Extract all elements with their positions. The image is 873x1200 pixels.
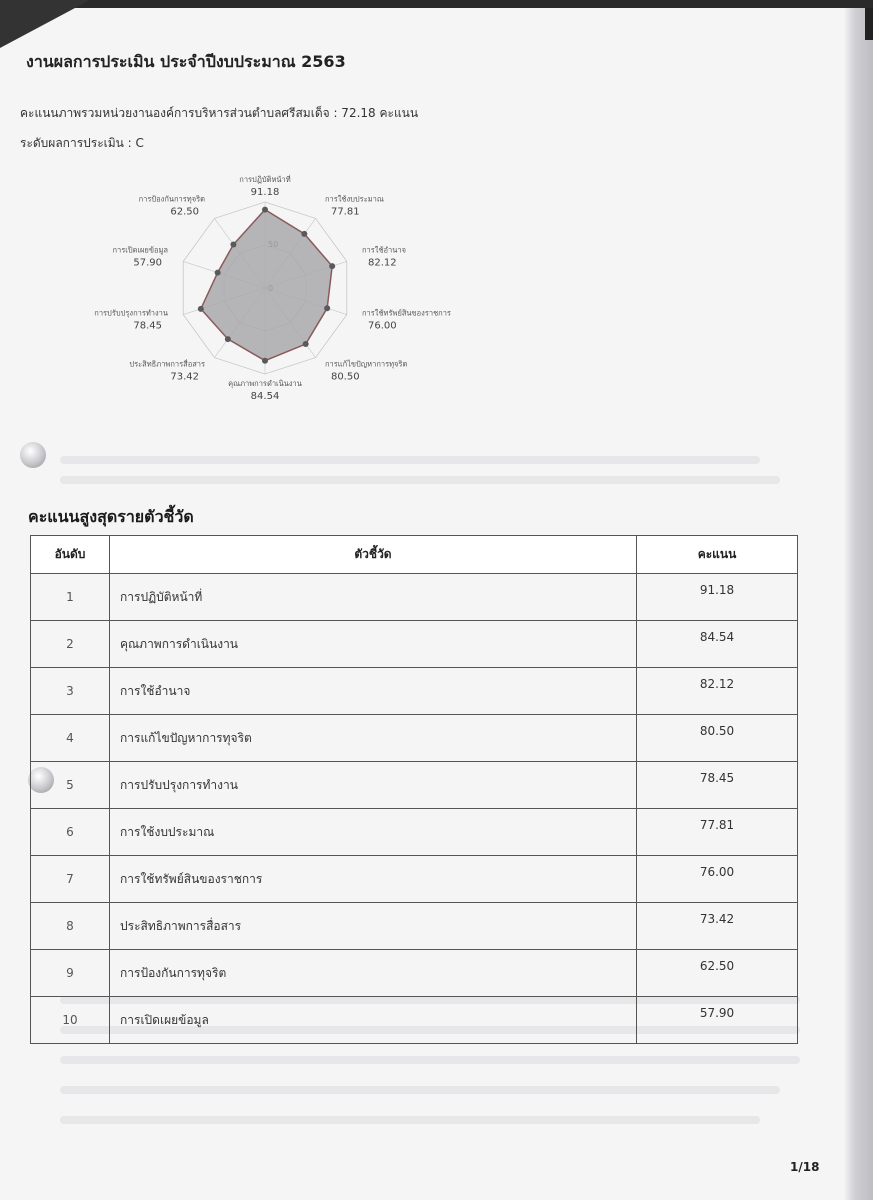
scan-top-shadow bbox=[0, 0, 873, 8]
score-cell: 73.42 bbox=[637, 903, 798, 950]
rank-cell: 8 bbox=[31, 903, 110, 950]
indicator-cell: การใช้อำนาจ bbox=[110, 668, 637, 715]
radar-axis-label: ประสิทธิภาพการสื่อสาร bbox=[129, 359, 206, 369]
indicator-cell: การแก้ไขปัญหาการทุจริต bbox=[110, 715, 637, 762]
indicator-cell: การปรับปรุงการทำงาน bbox=[110, 762, 637, 809]
ranking-table bbox=[30, 535, 798, 1044]
radar-axis-label: การปรับปรุงการทำงาน bbox=[94, 308, 168, 318]
radar-data-point bbox=[225, 336, 231, 342]
indicator-cell: การใช้งบประมาณ bbox=[110, 809, 637, 856]
indicator-cell: คุณภาพการดำเนินงาน bbox=[110, 621, 637, 668]
table-row bbox=[31, 950, 798, 997]
table-row bbox=[31, 903, 798, 950]
indicator-cell: การเปิดเผยข้อมูล bbox=[110, 997, 637, 1044]
radar-value-label: 62.50 bbox=[170, 206, 200, 218]
radar-axis-label: การแก้ไขปัญหาการทุจริต bbox=[324, 359, 408, 369]
score-cell: 77.81 bbox=[637, 809, 798, 856]
radar-data-point bbox=[301, 231, 307, 237]
table-row bbox=[31, 997, 798, 1044]
indicator-cell: การป้องกันการทุจริต bbox=[110, 950, 637, 997]
page-number: 1/18 bbox=[790, 1160, 820, 1174]
bleed-through-line bbox=[60, 1056, 800, 1064]
table-row bbox=[31, 668, 798, 715]
score-cell: 91.18 bbox=[637, 574, 798, 621]
radar-axis-label: การป้องกันการทุจริต bbox=[138, 194, 206, 204]
radar-data-point bbox=[324, 305, 330, 311]
rank-cell: 5 bbox=[31, 762, 110, 809]
indicator-cell: ประสิทธิภาพการสื่อสาร bbox=[110, 903, 637, 950]
rank-cell: 9 bbox=[31, 950, 110, 997]
table-row bbox=[31, 574, 798, 621]
table-row bbox=[31, 762, 798, 809]
section-title: คะแนนสูงสุดรายตัวชี้วัด bbox=[28, 507, 194, 526]
indicator-cell: การปฏิบัติหน้าที่ bbox=[110, 574, 637, 621]
report-title: งานผลการประเมิน ประจำปีงบประมาณ 2563 bbox=[26, 52, 346, 71]
radar-value-label: 80.50 bbox=[330, 371, 360, 383]
score-cell: 62.50 bbox=[637, 950, 798, 997]
radar-value-label: 84.54 bbox=[250, 391, 280, 402]
radar-data-point bbox=[215, 270, 221, 276]
bleed-through-line bbox=[60, 476, 780, 484]
bleed-through-line bbox=[60, 1116, 760, 1124]
radar-ring-label: 50 bbox=[268, 240, 279, 249]
rank-cell: 3 bbox=[31, 668, 110, 715]
radar-axis-label: การใช้งบประมาณ bbox=[324, 194, 384, 204]
table-row bbox=[31, 809, 798, 856]
radar-axis-label: คุณภาพการดำเนินงาน bbox=[228, 379, 302, 388]
rank-cell: 1 bbox=[31, 574, 110, 621]
rank-cell: 2 bbox=[31, 621, 110, 668]
radar-value-label: 57.90 bbox=[133, 257, 162, 269]
bleed-through-line bbox=[60, 1086, 780, 1094]
level-line: ระดับผลการประเมิน : C bbox=[20, 136, 144, 150]
radar-value-label: 82.12 bbox=[368, 257, 397, 269]
punch-hole bbox=[20, 442, 46, 468]
page-right-edge bbox=[843, 0, 873, 1200]
rank-cell: 10 bbox=[31, 997, 110, 1044]
folded-corner bbox=[0, 0, 90, 48]
radar-value-label: 73.42 bbox=[170, 371, 200, 383]
rank-cell: 4 bbox=[31, 715, 110, 762]
table-row bbox=[31, 621, 798, 668]
score-cell: 76.00 bbox=[637, 856, 798, 903]
radar-axis-label: การปฏิบัติหน้าที่ bbox=[239, 175, 291, 184]
rank-cell: 6 bbox=[31, 809, 110, 856]
radar-data-point bbox=[303, 341, 309, 347]
radar-data-point bbox=[230, 242, 236, 248]
radar-data-area bbox=[201, 210, 332, 361]
radar-data-point bbox=[262, 207, 268, 213]
score-cell: 82.12 bbox=[637, 668, 798, 715]
radar-chart bbox=[94, 170, 490, 420]
score-cell: 78.45 bbox=[637, 762, 798, 809]
table-row bbox=[31, 856, 798, 903]
radar-axis-label: การใช้อำนาจ bbox=[362, 245, 406, 255]
radar-ring-label: 0 bbox=[268, 284, 274, 293]
radar-value-label: 76.00 bbox=[368, 320, 397, 332]
radar-data-point bbox=[198, 306, 204, 312]
indicator-cell: การใช้ทรัพย์สินของราชการ bbox=[110, 856, 637, 903]
header-rank: อันดับ bbox=[31, 536, 110, 574]
radar-data-point bbox=[329, 263, 335, 269]
radar-value-label: 91.18 bbox=[250, 187, 280, 198]
score-cell: 84.54 bbox=[637, 621, 798, 668]
table-row bbox=[31, 715, 798, 762]
score-cell: 80.50 bbox=[637, 715, 798, 762]
radar-axis-label: การเปิดเผยข้อมูล bbox=[112, 245, 168, 255]
rank-cell: 7 bbox=[31, 856, 110, 903]
score-cell: 57.90 bbox=[637, 997, 798, 1044]
radar-axis-label: การใช้ทรัพย์สินของราชการ bbox=[362, 308, 451, 318]
header-indicator: ตัวชี้วัด bbox=[110, 536, 637, 574]
radar-value-label: 77.81 bbox=[330, 206, 360, 218]
table-header-row bbox=[31, 536, 798, 574]
bleed-through-line bbox=[60, 456, 760, 464]
radar-data-point bbox=[262, 358, 268, 364]
overall-score-line: คะแนนภาพรวมหน่วยงานองค์การบริหารส่วนตำบลศรีสมเด็จ : 72.18 คะแนน bbox=[20, 106, 419, 120]
header-score: คะแนน bbox=[637, 536, 798, 574]
radar-value-label: 78.45 bbox=[133, 320, 162, 332]
